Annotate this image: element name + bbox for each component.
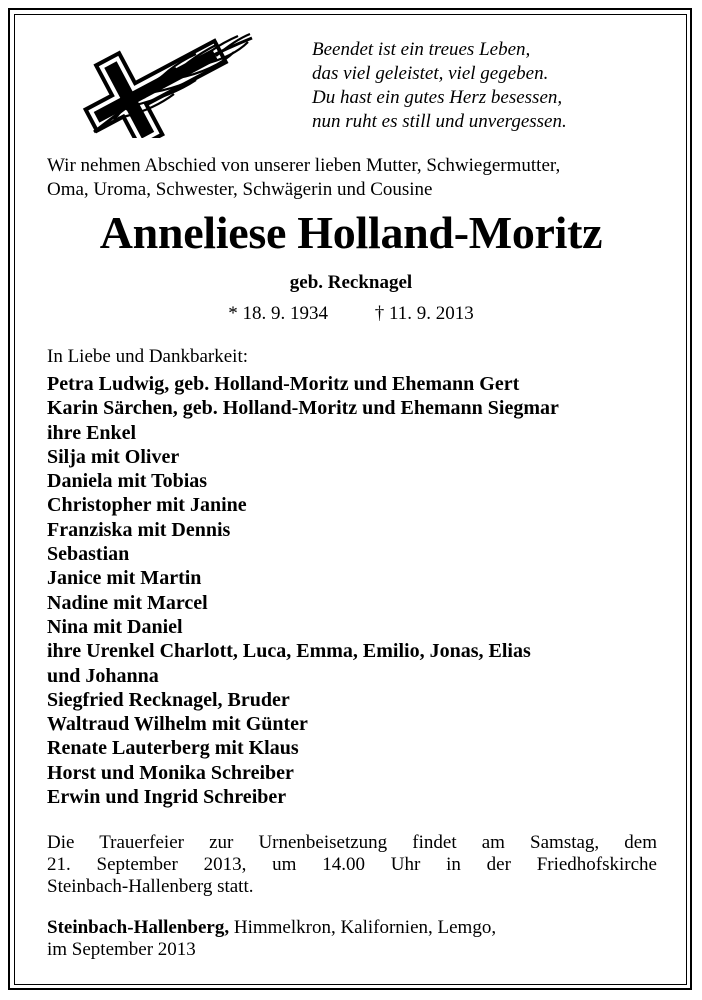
list-item: Janice mit Martin [47,567,202,590]
list-item: und Johanna [47,664,159,687]
list-item: Karin Särchen, geb. Holland-Moritz und Ehemann Siegmar [47,397,559,420]
list-item: Nina mit Daniel [47,615,183,638]
place-line [47,917,667,939]
mourners-list [47,372,667,809]
list-item: Daniela mit Tobias [47,470,208,493]
ceremony-notice [47,832,657,898]
birth-name: geb. Recknagel [289,272,413,293]
ceremony-line: 21. September 2013, um 14.00 Uhr in der Friedhofskirche [47,854,657,875]
ceremony-line: Die Trauerfeier zur Urnenbeisetzung findet am Samstag, dem [47,832,657,853]
deceased-name: Anneliese Holland-Moritz [99,207,603,258]
list-item: ihre Urenkel Charlott, Luca, Emma, Emilio, Jonas, Elias [47,640,531,663]
intro-line: Oma, Uroma, Schwester, Schwägerin und Cousine [47,179,433,200]
poem-line: das viel geleistet, viel gegeben. [312,63,549,84]
place-bold: Steinbach-Hallenberg, [47,917,230,938]
list-item: Silja mit Oliver [47,445,180,468]
poem [312,38,652,134]
place-and-date [47,917,667,961]
death-date: † 11. 9. 2013 [374,303,474,324]
list-item: Renate Lauterberg mit Klaus [47,737,299,760]
intro-text [47,154,667,202]
birth-date: * 18. 9. 1934 [228,303,328,324]
list-item: Waltraud Wilhelm mit Günter [47,713,308,736]
cross-with-palm-frond-icon [66,28,256,138]
place-rest: Himmelkron, Kalifornien, Lemgo, [229,917,497,938]
list-item: Horst und Monika Schreiber [47,761,294,784]
list-item: Erwin und Ingrid Schreiber [47,786,287,809]
signature-date: im September 2013 [47,939,196,960]
poem-line: Du hast ein gutes Herz besessen, [312,87,563,108]
list-item: Christopher mit Janine [47,494,247,517]
list-item: Franziska mit Dennis [47,518,231,541]
list-item: ihre Enkel [47,421,137,444]
list-item: Siegfried Recknagel, Bruder [47,688,290,711]
list-item: Nadine mit Marcel [47,591,208,614]
intro-line: Wir nehmen Abschied von unserer lieben Mutter, Schwiegermutter, [47,155,561,176]
poem-line: Beendet ist ein treues Leben, [312,39,531,60]
list-item: Sebastian [47,543,130,566]
thanks-line: In Liebe und Dankbarkeit: [47,346,249,367]
life-dates [0,302,702,326]
list-item: Petra Ludwig, geb. Holland-Moritz und Ehemann Gert [47,373,520,395]
poem-line: nun ruht es still und unvergessen. [312,111,567,132]
ceremony-line: Steinbach-Hallenberg statt. [47,876,254,897]
